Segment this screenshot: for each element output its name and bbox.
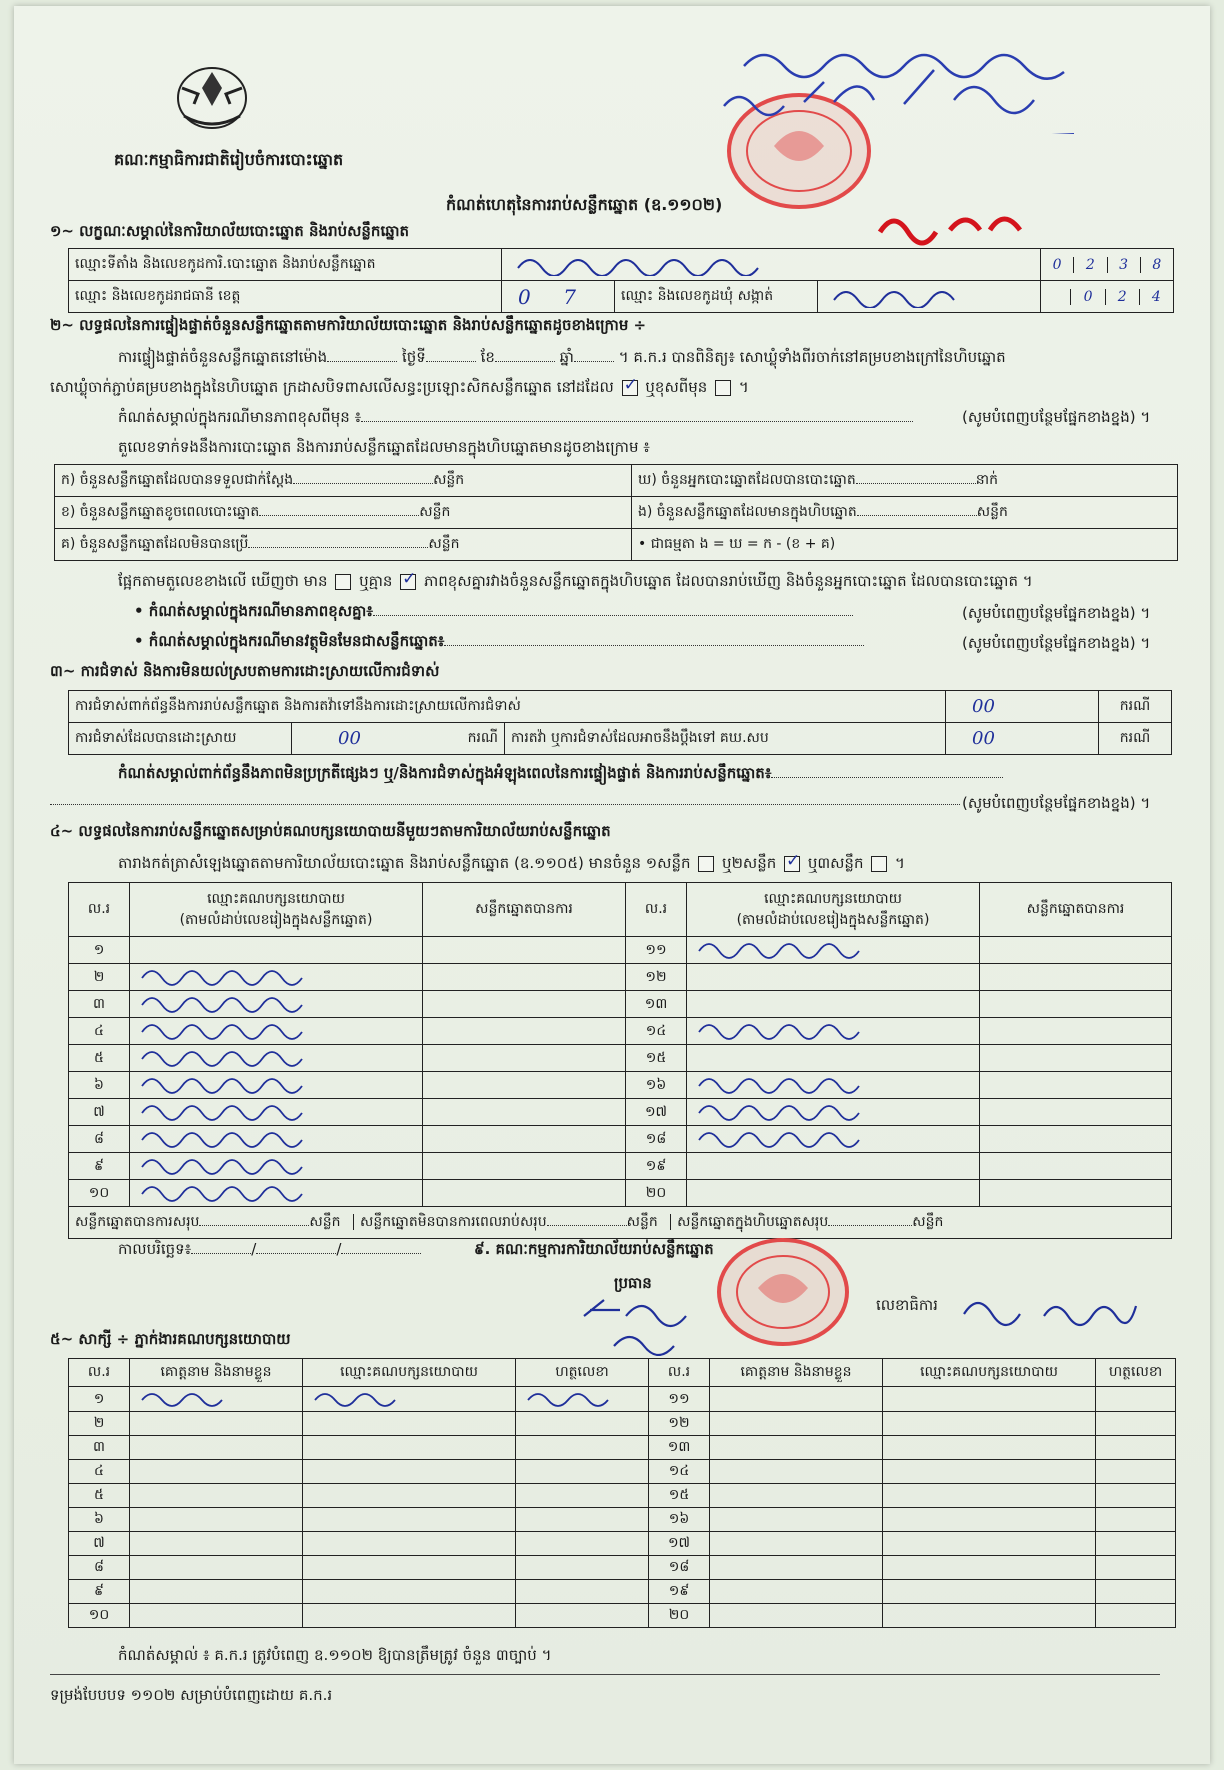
col-no-right: ល.រ	[626, 883, 687, 937]
w-row-name-right	[710, 1460, 883, 1484]
province-code: 0 7	[502, 281, 615, 313]
w-row-no: ១	[69, 1387, 130, 1412]
president-signature	[574, 1286, 714, 1356]
w-row-party	[303, 1508, 516, 1532]
results-row-party-right	[687, 1180, 980, 1207]
results-row	[69, 1126, 1172, 1153]
results-row	[69, 937, 1172, 964]
results-row-votes	[423, 1018, 626, 1045]
witness-row	[69, 1604, 1176, 1628]
results-row-votes-right	[980, 1018, 1172, 1045]
w-col-name: គោត្តនាម និងនាមខ្លួន	[130, 1359, 303, 1387]
results-row-party-right	[687, 1072, 980, 1099]
results-row	[69, 1072, 1172, 1099]
w-row-sign-right	[1096, 1436, 1176, 1460]
w-row-party-right	[883, 1436, 1096, 1460]
results-row-votes-right	[980, 1072, 1172, 1099]
witness-row	[69, 1436, 1176, 1460]
w-row-name-right	[710, 1436, 883, 1460]
w-row-sign-right	[1096, 1387, 1176, 1412]
w-row-no: ១០	[69, 1604, 130, 1628]
change-note-line: កំណត់សម្គាល់ក្នុងករណីមានភាពខុសពីមុន ៖	[118, 408, 913, 430]
w-row-party-right	[883, 1556, 1096, 1580]
province-label: ឈ្មោះ និងលេខកូដរាជធានី ខេត្ត	[69, 281, 502, 313]
results-row-party-right	[687, 1018, 980, 1045]
w-row-name-right	[710, 1604, 883, 1628]
changed-checkbox[interactable]	[715, 380, 731, 396]
commune-label: ឈ្មោះ និងលេខកូដឃុំ សង្កាត់	[615, 281, 818, 313]
results-row-no: ៨	[69, 1126, 130, 1153]
objection-table	[68, 690, 1172, 755]
w-row-sign-right	[1096, 1412, 1176, 1436]
results-row-no: ៧	[69, 1099, 130, 1126]
col-votes-right: សន្លឹកឆ្នោតបានការ	[980, 883, 1172, 937]
form-reference: ទម្រង់បែបបទ ១១០២ សម្រាប់បំពេញដោយ គ.ក.រ	[50, 1686, 333, 1704]
w-row-party	[303, 1436, 516, 1460]
results-row-no-right: ១១	[626, 937, 687, 964]
w-row-party-right	[883, 1532, 1096, 1556]
irregularity-note-fill: (សូមបំពេញបន្ថែមផ្នែកខាងខ្នង) ។	[962, 794, 1151, 812]
results-row-party	[130, 991, 423, 1018]
w-row-no-right: ២០	[649, 1604, 710, 1628]
results-row-votes-right	[980, 964, 1172, 991]
results-row-no: ៤	[69, 1018, 130, 1045]
results-row-party	[130, 1126, 423, 1153]
w-row-sign-right	[1096, 1532, 1176, 1556]
results-row-no-right: ១៧	[626, 1099, 687, 1126]
w-row-sign	[516, 1556, 649, 1580]
results-row-no-right: ២០	[626, 1180, 687, 1207]
count-intro: តួលេខទាក់ទងនឹងការបោះឆ្នោត និងការរាប់សន្លឹកឆ្នោតដែលមានក្នុងហិបឆ្នោតមានដូចខាងក្រោម ៖	[118, 438, 650, 456]
w-row-name	[130, 1436, 303, 1460]
w-row-sign	[516, 1460, 649, 1484]
results-row-votes	[423, 1153, 626, 1180]
results-row-votes-right	[980, 1099, 1172, 1126]
results-row-party-right	[687, 937, 980, 964]
w-row-party-right	[883, 1508, 1096, 1532]
w-row-party-right	[883, 1580, 1096, 1604]
two-sheets-checkbox[interactable]	[784, 856, 800, 872]
change-note-fill: (សូមបំពេញបន្ថែមផ្នែកខាងខ្នង) ។	[962, 408, 1151, 426]
w-row-no: ៣	[69, 1436, 130, 1460]
w-row-sign-right	[1096, 1460, 1176, 1484]
w-row-party	[303, 1460, 516, 1484]
w-row-name-right	[710, 1387, 883, 1412]
president-label: ប្រធាន	[614, 1274, 652, 1292]
foreign-object-note-fill: (សូមបំពេញបន្ថែមផ្នែកខាងខ្នង) ។	[962, 634, 1151, 652]
w-row-no-right: ១៧	[649, 1532, 710, 1556]
results-row-party-right	[687, 1126, 980, 1153]
results-row-party	[130, 1018, 423, 1045]
results-row-party	[130, 1045, 423, 1072]
objection-value: 00	[946, 691, 1099, 723]
results-row-votes-right	[980, 1126, 1172, 1153]
w-row-sign-right	[1096, 1556, 1176, 1580]
results-row-no-right: ១៦	[626, 1072, 687, 1099]
w-row-party-right	[883, 1460, 1096, 1484]
w-row-sign-right	[1096, 1484, 1176, 1508]
results-row-no: ១	[69, 937, 130, 964]
results-row-party-right	[687, 991, 980, 1018]
three-sheets-checkbox[interactable]	[871, 856, 887, 872]
discrepancy-line: ផ្អែកតាមតួលេខខាងលើ ឃើញថា មាន ឬគ្មាន ✓ ភាពខុសគ្នារវាងចំនួនសន្លឹកឆ្នោតក្នុងហិបឆ្នោត ដែលបានរាប់ឃើញ និងចំនួនអ្នកបោះឆ្នោត ដែលបានបោះឆ្នោត ។	[118, 572, 1033, 594]
foreign-object-note: • កំណត់សម្គាល់ក្នុងករណីមានវត្ថុមិនមែនជាសន្លឹកឆ្នោត៖	[134, 632, 864, 654]
results-row-no-right: ១៣	[626, 991, 687, 1018]
witness-row	[69, 1460, 1176, 1484]
col-no: ល.រ	[69, 883, 130, 937]
witness-row	[69, 1387, 1176, 1412]
results-row-party	[130, 1099, 423, 1126]
w-row-name-right	[710, 1532, 883, 1556]
w-row-no: ៤	[69, 1460, 130, 1484]
results-row	[69, 1045, 1172, 1072]
irregularity-note: កំណត់សម្គាល់ពាក់ព័ន្ធនឹងភាពមិនប្រក្រតីផ្សេងៗ ឬ/និងការជំទាស់ក្នុងអំឡុងពេលនៃការផ្ទៀងផ្ទាត់ និងការរាប់សន្លឹកឆ្នោត៖	[118, 764, 1003, 786]
results-row-votes	[423, 937, 626, 964]
w-row-sign	[516, 1580, 649, 1604]
committee-name: គណៈកម្មាធិការជាតិរៀបចំការបោះឆ្នោត	[114, 150, 344, 169]
count-date: កាលបរិច្ឆេទ៖ / /	[118, 1240, 421, 1262]
w-row-no: ២	[69, 1412, 130, 1436]
results-row-votes	[423, 1099, 626, 1126]
commune-code: 0 2 4	[1041, 281, 1174, 313]
w-col-no: ល.រ	[69, 1359, 130, 1387]
col-votes: សន្លឹកឆ្នោតបានការ	[423, 883, 626, 937]
count-row-unused: គ) ចំនួនសន្លឹកឆ្នោតដែលមិនបានប្រើ សន្លឹក	[55, 529, 632, 561]
results-row-party-right	[687, 1099, 980, 1126]
w-row-party-right	[883, 1604, 1096, 1628]
w-row-sign	[516, 1508, 649, 1532]
has-discrepancy-checkbox[interactable]	[335, 574, 351, 590]
w-row-sign	[516, 1532, 649, 1556]
w-row-party-right	[883, 1387, 1096, 1412]
station-committee: ៩. គណៈកម្មការការិយាល័យរាប់សន្លឹកឆ្នោត	[474, 1240, 714, 1258]
count-formula: • ជាធម្មតា ង = ឃ = ក - (ខ + គ)	[632, 529, 1178, 561]
w-row-party	[303, 1604, 516, 1628]
results-row	[69, 1180, 1172, 1207]
w-row-name-right	[710, 1580, 883, 1604]
w-row-sign	[516, 1436, 649, 1460]
results-row-votes-right	[980, 1180, 1172, 1207]
w-col-sign-right: ហត្ថលេខា	[1096, 1359, 1176, 1387]
handwritten-note-top	[714, 34, 1134, 134]
resolved-label: ការជំទាស់ដែលបានដោះស្រាយ	[69, 723, 292, 755]
col-party-right: ឈ្មោះគណបក្សនយោបាយ (តាមលំដាប់លេខរៀងក្នុងសន្លឹកឆ្នោត)	[687, 883, 980, 937]
w-row-sign	[516, 1387, 649, 1412]
appeal-label: ការតវ៉ា ឬការជំទាស់ដែលអាចនឹងប្តឹងទៅ គឃ.សប	[505, 723, 946, 755]
results-row-party-right	[687, 1045, 980, 1072]
results-row-votes	[423, 1072, 626, 1099]
nec-emblem-icon	[164, 58, 260, 138]
results-row-no: ៩	[69, 1153, 130, 1180]
discrepancy-note-fill: (សូមបំពេញបន្ថែមផ្នែកខាងខ្នង) ។	[962, 604, 1151, 622]
count-row-voters: ឃ) ចំនួនអ្នកបោះឆ្នោតដែលបានបោះឆ្នោត នាក់	[632, 465, 1178, 497]
tally-sheet-count: តារាងកត់ត្រាសំឡេងឆ្នោតតាមការិយាល័យបោះឆ្នោត និងរាប់សន្លឹកឆ្នោត (ឧ.១១០៥) មានចំនួន ១សន្លឹក ឬ២សន្លឹក ✓ ឬ៣សន្លឹក ។	[118, 854, 905, 876]
w-row-sign	[516, 1604, 649, 1628]
w-row-party-right	[883, 1484, 1096, 1508]
w-row-name-right	[710, 1508, 883, 1532]
results-row-votes-right	[980, 1153, 1172, 1180]
results-row	[69, 964, 1172, 991]
results-row-no-right: ១២	[626, 964, 687, 991]
w-row-name	[130, 1508, 303, 1532]
resolved-value: 00 ករណី	[292, 723, 505, 755]
witness-table	[68, 1358, 1176, 1628]
results-row-no-right: ១៤	[626, 1018, 687, 1045]
no-discrepancy-checkbox[interactable]	[400, 574, 416, 590]
verify-paragraph-line1: ការផ្ទៀងផ្ទាត់ចំនួនសន្លឹកឆ្នោតនៅម៉ោង ថ្ងៃទី ខែ ឆ្នាំ ។ គ.ក.រ បានពិនិត្យ៖ សោឃ្លុំទាំងពីរចាក់នៅគម្របខាងក្រៅនៃហិបឆ្នោត	[118, 348, 1006, 366]
w-row-no-right: ១៤	[649, 1460, 710, 1484]
w-row-sign-right	[1096, 1604, 1176, 1628]
w-row-name	[130, 1412, 303, 1436]
station-value	[502, 249, 1041, 281]
witness-row	[69, 1532, 1176, 1556]
section2-title: ២~ លទ្ធផលនៃការផ្ទៀងផ្ទាត់ចំនួនសន្លឹកឆ្នោតតាមការិយាល័យបោះឆ្នោត និងរាប់សន្លឹកឆ្នោតដូចខាងក្រោម ÷	[50, 316, 647, 334]
w-row-name-right	[710, 1556, 883, 1580]
one-sheet-checkbox[interactable]	[698, 856, 714, 872]
w-row-party	[303, 1556, 516, 1580]
results-row-votes-right	[980, 937, 1172, 964]
results-row	[69, 1099, 1172, 1126]
results-row-no: ២	[69, 964, 130, 991]
w-row-sign	[516, 1412, 649, 1436]
witness-row	[69, 1580, 1176, 1604]
appeal-value: 00	[946, 723, 1099, 755]
w-row-name	[130, 1532, 303, 1556]
w-row-party	[303, 1387, 516, 1412]
results-row-party	[130, 1072, 423, 1099]
count-row-spoiled: ខ) ចំនួនសន្លឹកឆ្នោតខូចពេលបោះឆ្នោត សន្លឹក	[55, 497, 632, 529]
results-row-votes-right	[980, 991, 1172, 1018]
w-col-sign: ហត្ថលេខា	[516, 1359, 649, 1387]
w-row-party	[303, 1484, 516, 1508]
w-row-name	[130, 1604, 303, 1628]
section5-title: ៥~ សាក្សី ÷ ភ្នាក់ងារគណបក្សនយោបាយ	[50, 1330, 291, 1348]
witness-row	[69, 1508, 1176, 1532]
verify-paragraph-line2: សោឃ្លុំចាក់ភ្ជាប់គម្របខាងក្នុងនៃហិបឆ្នោត ក្រដាសបិទពាសលើសន្ធះប្រឡោះសិកសន្លឹកឆ្នោត នៅដដែល ✓ ឬខុសពីមុន ។	[50, 378, 749, 400]
witness-row	[69, 1412, 1176, 1436]
col-party: ឈ្មោះគណបក្សនយោបាយ (តាមលំដាប់លេខរៀងក្នុងសន្លឹកឆ្នោត)	[130, 883, 423, 937]
w-row-party	[303, 1532, 516, 1556]
w-row-name-right	[710, 1484, 883, 1508]
results-row-votes	[423, 1126, 626, 1153]
w-row-party	[303, 1412, 516, 1436]
results-row-votes	[423, 964, 626, 991]
results-row-votes	[423, 991, 626, 1018]
results-row-no: ៥	[69, 1045, 130, 1072]
results-row-party	[130, 1153, 423, 1180]
form-title: កំណត់ហេតុនៃការរាប់សន្លឹកឆ្នោត (ឧ.១១០២)	[446, 195, 723, 214]
results-table	[68, 882, 1172, 1239]
results-row-no-right: ១៥	[626, 1045, 687, 1072]
footnote: កំណត់សម្គាល់ ៖ គ.ក.រ ត្រូវបំពេញ ឧ.១១០២ ឱ្យបានត្រឹមត្រូវ ចំនួន ៣ច្បាប់ ។	[118, 1646, 552, 1664]
w-row-sign-right	[1096, 1508, 1176, 1532]
w-row-no: ៧	[69, 1532, 130, 1556]
w-col-name-right: គោត្តនាម និងនាមខ្លួន	[710, 1359, 883, 1387]
w-row-no-right: ១៨	[649, 1556, 710, 1580]
results-row-party-right	[687, 964, 980, 991]
w-row-no-right: ១៦	[649, 1508, 710, 1532]
w-row-party-right	[883, 1412, 1096, 1436]
results-row-party	[130, 964, 423, 991]
w-row-no-right: ១៣	[649, 1436, 710, 1460]
w-row-no: ៥	[69, 1484, 130, 1508]
results-row-no-right: ១៨	[626, 1126, 687, 1153]
results-row-party	[130, 1180, 423, 1207]
commune-value	[818, 281, 1041, 313]
results-totals: សន្លឹកឆ្នោតបានការសរុប សន្លឹក សន្លឹកឆ្នោតមិនបានការពេលរាប់សរុប សន្លឹក សន្លឹកឆ្នោតក្នុងហិបឆ្នោតសរុប សន្លឹក	[69, 1207, 1172, 1239]
station-label: ឈ្មោះទីតាំង និងលេខកូដការិ.បោះឆ្នោត និងរាប់សន្លឹកឆ្នោត	[69, 249, 502, 281]
results-row-no: ៦	[69, 1072, 130, 1099]
w-col-party-right: ឈ្មោះគណបក្សនយោបាយ	[883, 1359, 1096, 1387]
w-row-no-right: ១៥	[649, 1484, 710, 1508]
red-signature-name	[872, 202, 1032, 250]
objection-unit: ករណី	[1099, 691, 1172, 723]
w-col-party: ឈ្មោះគណបក្សនយោបាយ	[303, 1359, 516, 1387]
form-page	[14, 6, 1210, 1764]
results-row	[69, 1153, 1172, 1180]
objection-row: ការជំទាស់ពាក់ព័ន្ធនឹងការរាប់សន្លឹកឆ្នោត និងការតវ៉ាទៅនឹងការដោះស្រាយលើការជំទាស់	[69, 691, 946, 723]
results-row-no: ៣	[69, 991, 130, 1018]
results-row-party	[130, 937, 423, 964]
results-row-no-right: ១៩	[626, 1153, 687, 1180]
w-row-no-right: ១១	[649, 1387, 710, 1412]
discrepancy-note: • កំណត់សម្គាល់ក្នុងករណីមានភាពខុសគ្នា៖	[134, 602, 853, 624]
w-row-name	[130, 1556, 303, 1580]
w-row-name-right	[710, 1412, 883, 1436]
results-row	[69, 991, 1172, 1018]
count-row-received: ក) ចំនួនសន្លឹកឆ្នោតដែលបានទទួលជាក់ស្តែង សន្លឹក	[55, 465, 632, 497]
count-row-in-box: ង) ចំនួនសន្លឹកឆ្នោតដែលមានក្នុងហិបឆ្នោត សន្លឹក	[632, 497, 1178, 529]
w-col-no-right: ល.រ	[649, 1359, 710, 1387]
section1-table	[68, 248, 1174, 313]
unchanged-checkbox[interactable]	[622, 380, 638, 396]
w-row-sign-right	[1096, 1580, 1176, 1604]
results-row-votes	[423, 1180, 626, 1207]
results-row-party-right	[687, 1153, 980, 1180]
w-row-sign	[516, 1484, 649, 1508]
w-row-name	[130, 1460, 303, 1484]
results-row-votes	[423, 1045, 626, 1072]
w-row-no: ៦	[69, 1508, 130, 1532]
results-row	[69, 1018, 1172, 1045]
section1-title: ១~ លក្ខណៈសម្គាល់នៃការិយាល័យបោះឆ្នោត និងរាប់សន្លឹកឆ្នោត	[50, 222, 410, 240]
section4-title: ៤~ លទ្ធផលនៃការរាប់សន្លឹកឆ្នោតសម្រាប់គណបក្សនយោបាយនីមួយៗតាមការិយាល័យរាប់សន្លឹកឆ្នោត	[50, 822, 611, 840]
witness-row	[69, 1484, 1176, 1508]
station-code: 0 2 3 8	[1041, 249, 1174, 281]
section3-title: ៣~ ការជំទាស់ និងការមិនយល់ស្របតាមការដោះស្រាយលើការជំទាស់	[50, 662, 440, 680]
secretary-signature	[954, 1286, 1154, 1336]
w-row-no-right: ១៩	[649, 1580, 710, 1604]
witness-row	[69, 1556, 1176, 1580]
w-row-name	[130, 1580, 303, 1604]
appeal-unit: ករណី	[1099, 723, 1172, 755]
w-row-no-right: ១២	[649, 1412, 710, 1436]
w-row-name	[130, 1484, 303, 1508]
results-row-votes-right	[980, 1045, 1172, 1072]
w-row-name	[130, 1387, 303, 1412]
w-row-no: ៨	[69, 1556, 130, 1580]
secretary-label: លេខាធិការ	[876, 1296, 938, 1314]
results-row-no: ១០	[69, 1180, 130, 1207]
w-row-party	[303, 1580, 516, 1604]
committee-seal-stamp	[708, 1232, 858, 1352]
w-row-no: ៩	[69, 1580, 130, 1604]
count-table	[54, 464, 1178, 561]
